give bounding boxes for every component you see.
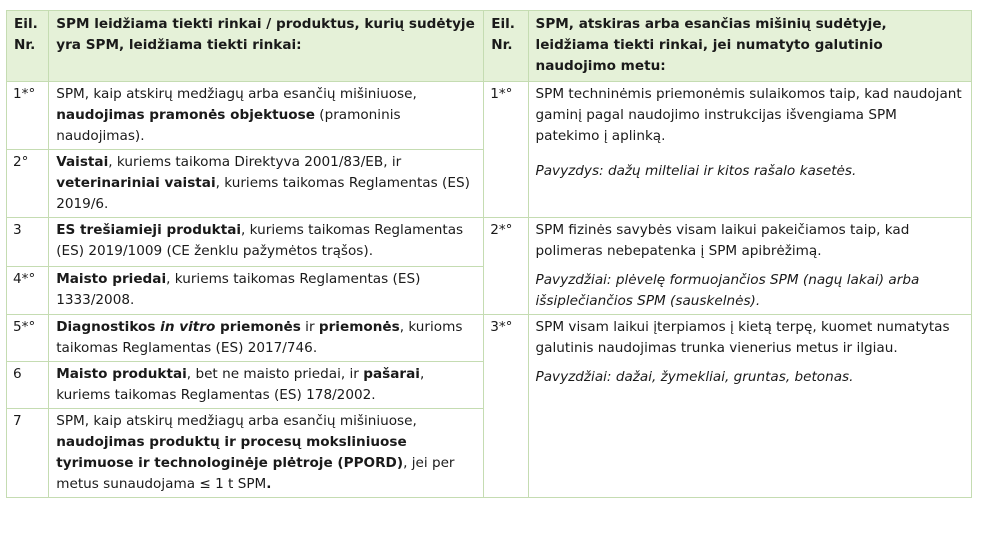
right-row-no: 2*° xyxy=(484,218,528,315)
left-row-text: Vaistai, kuriems taikoma Direktyva 2001/83/EB, ir veterinariniai vaistai, kuriems taikomas Reglamentas (ES) 2019/6. xyxy=(49,150,484,218)
right-row-example: Pavyzdžiai: plėvelę formuojančios SPM (nagų lakai) arba išsiplečiančios SPM (sauskelnės). xyxy=(535,272,920,309)
left-row-text: Diagnostikos in vitro priemonės ir priemonės, kurioms taikomas Reglamentas (ES) 2017/746. xyxy=(49,315,484,362)
left-row-no: 5*° xyxy=(7,315,49,362)
right-row-text xyxy=(528,82,971,218)
spm-restriction-table xyxy=(6,10,972,498)
left-row-no: 1*° xyxy=(7,82,49,150)
header-left-title: SPM leidžiama tiekti rinkai / produktus, kurių sudėtyje yra SPM, leidžiama tiekti rinkai: xyxy=(49,11,484,82)
left-row-text: Maisto priedai, kuriems taikomas Reglamentas (ES) 1333/2008. xyxy=(49,266,484,315)
right-row-example: Pavyzdys: dažų milteliai ir kitos rašalo kasetės. xyxy=(535,163,857,179)
header-right-title: SPM, atskiras arba esančias mišinių sudėtyje, leidžiama tiekti rinkai, jei numatyto galutinio naudojimo metu: xyxy=(528,11,971,82)
left-row-text: SPM, kaip atskirų medžiagų arba esančių mišiniuose, naudojimas produktų ir procesų moksliniuose tyrimuose ir technologinėje plėtroje (PPORD), jei per metus sunaudojama ≤ 1 t SPM. xyxy=(49,409,484,498)
header-left-no: Eil. Nr. xyxy=(7,11,49,82)
table-row xyxy=(7,218,972,267)
left-row-text: Maisto produktai, bet ne maisto priedai, ir pašarai, kuriems taikomas Reglamentas (ES) 178/2002. xyxy=(49,362,484,409)
table-row xyxy=(7,82,972,150)
left-row-no: 3 xyxy=(7,218,49,267)
right-row-no: 3*° xyxy=(484,315,528,498)
left-row-no: 4*° xyxy=(7,266,49,315)
left-row-no: 6 xyxy=(7,362,49,409)
right-row-text xyxy=(528,218,971,315)
header-right-no: Eil. Nr. xyxy=(484,11,528,82)
right-row-description: SPM visam laikui įterpiamos į kietą terpę, kuomet numatytas galutinis naudojimas trunka vienerius metus ir ilgiau. xyxy=(535,319,950,356)
table-header-row xyxy=(7,11,972,82)
right-row-no: 1*° xyxy=(484,82,528,218)
right-row-description: SPM techninėmis priemonėmis sulaikomos taip, kad naudojant gaminį pagal naudojimo instrukcijas išvengiama SPM patekimo į aplinką. xyxy=(535,86,962,144)
table-row xyxy=(7,315,972,362)
left-row-no: 2° xyxy=(7,150,49,218)
left-row-no: 7 xyxy=(7,409,49,498)
right-row-description: SPM fizinės savybės visam laikui pakeičiamos taip, kad polimeras nebepatenka į SPM apibrėžimą. xyxy=(535,222,910,259)
left-row-text: ES trešiamieji produktai, kuriems taikomas Reglamentas (ES) 2019/1009 (CE ženklu pažymėtos trąšos). xyxy=(49,218,484,267)
right-row-example: Pavyzdžiai: dažai, žymekliai, gruntas, betonas. xyxy=(535,369,854,385)
right-row-text xyxy=(528,315,971,498)
left-row-text: SPM, kaip atskirų medžiagų arba esančių mišiniuose, naudojimas pramonės objektuose (pramoninis naudojimas). xyxy=(49,82,484,150)
